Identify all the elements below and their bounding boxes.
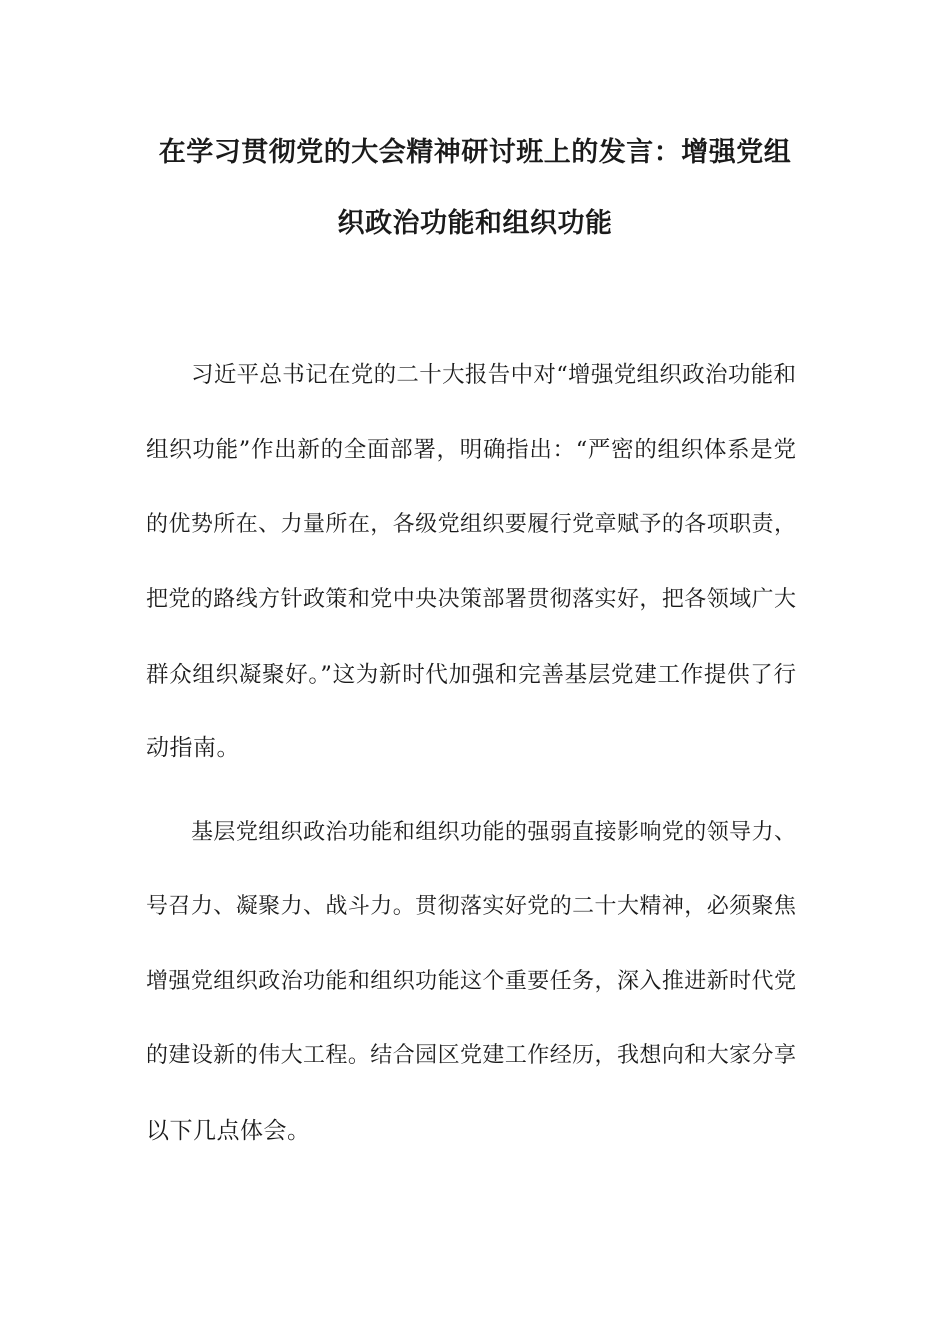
paragraph-2-line-3: 增强党组织政治功能和组织功能这个重要任务，深入推进新时代党	[146, 969, 796, 994]
document-title-line-2: 织政治功能和组织功能	[337, 208, 613, 239]
paragraph-1-line-3: 的优势所在、力量所在，各级党组织要履行党章赋予的各项职责，	[146, 512, 796, 537]
paragraph-1-line-1: 习近平总书记在党的二十大报告中对“增强党组织政治功能和	[191, 362, 796, 388]
paragraph-2-line-1: 基层党组织政治功能和组织功能的强弱直接影响党的领导力、	[191, 820, 796, 845]
paragraph-2-line-4: 的建设新的伟大工程。结合园区党建工作经历，我想向和大家分享	[146, 1043, 796, 1068]
document-title-line-1: 在学习贯彻党的大会精神研讨班上的发言：增强党组	[158, 137, 792, 168]
paragraph-1-line-6: 动指南。	[146, 735, 240, 761]
paragraph-1-line-2: 组织功能”作出新的全面部署，明确指出：“严密的组织体系是党	[146, 437, 796, 463]
paragraph-1-line-4: 把党的路线方针政策和党中央决策部署贯彻落实好，把各领域广大	[146, 587, 796, 612]
paragraph-1-line-5: 群众组织凝聚好。”这为新时代加强和完善基层党建工作提供了行	[146, 662, 796, 688]
paragraph-2-line-2: 号召力、凝聚力、战斗力。贯彻落实好党的二十大精神，必须聚焦	[146, 894, 796, 919]
paragraph-2-line-5: 以下几点体会。	[146, 1118, 311, 1144]
